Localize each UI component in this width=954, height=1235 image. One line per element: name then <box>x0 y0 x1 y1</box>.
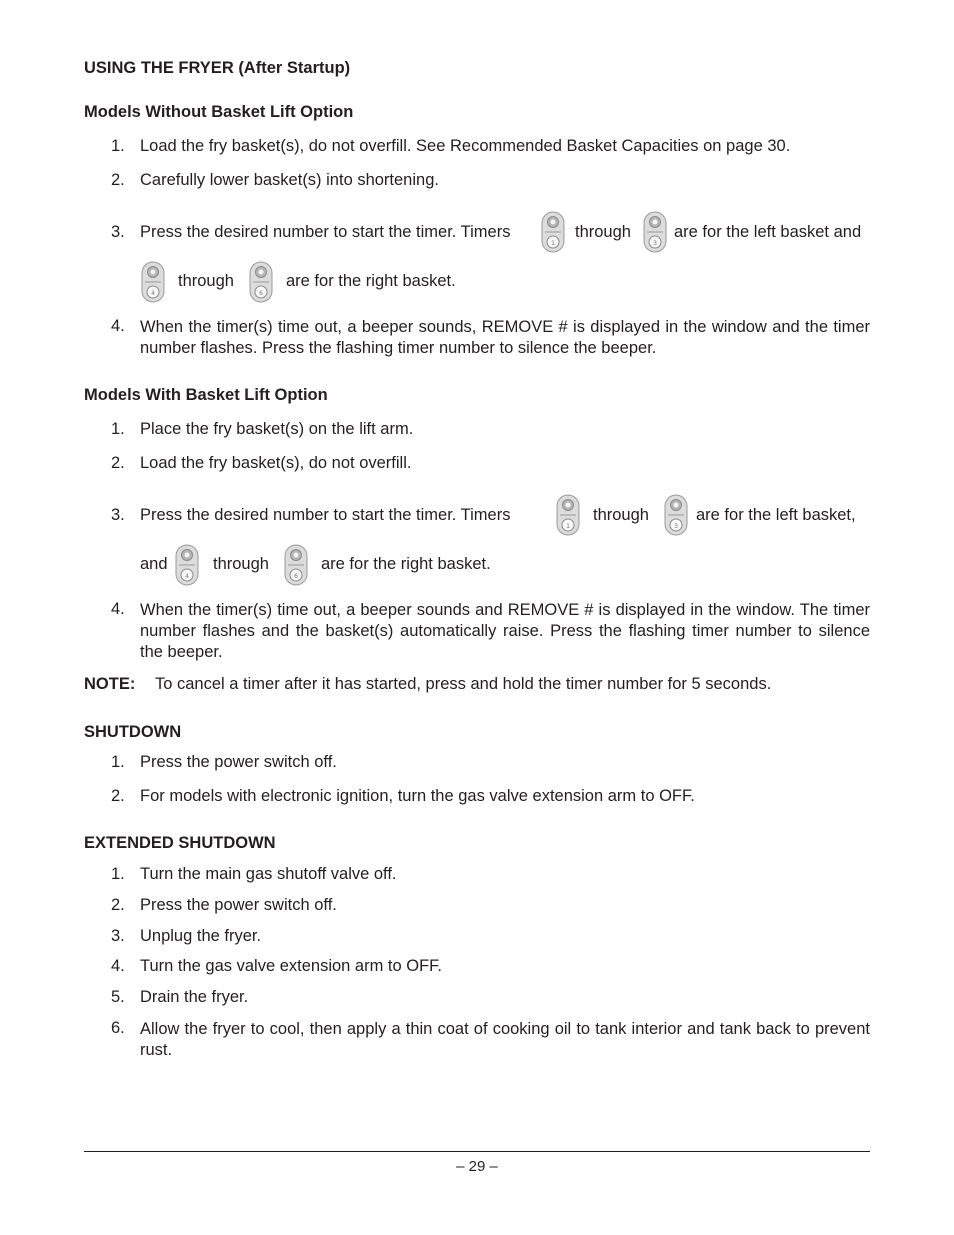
list-number: 4. <box>111 957 125 975</box>
svg-text:4: 4 <box>151 290 155 297</box>
list-number: 2. <box>111 787 125 805</box>
step-text: Turn the gas valve extension arm to OFF. <box>140 957 443 975</box>
step-text: Drain the fryer. <box>140 988 249 1006</box>
step-text: When the timer(s) time out, a beeper sounds, REMOVE # is displayed in the window and the timer number flashes. Press the flashing timer number to silence the beeper. <box>140 318 870 357</box>
svg-text:6: 6 <box>294 573 298 580</box>
svg-text:6: 6 <box>259 290 263 297</box>
timer-button-icon <box>664 494 688 536</box>
section-heading-shutdown: SHUTDOWN <box>84 723 182 741</box>
step-text: through <box>213 555 269 573</box>
step-text: Carefully lower basket(s) into shortening. <box>140 171 439 189</box>
list-number: 3. <box>111 506 125 524</box>
list-number: 3. <box>111 223 125 241</box>
note-text: To cancel a timer after it has started, press and hold the timer number for 5 seconds. <box>155 675 772 693</box>
timer-button-icon <box>284 544 308 586</box>
page-number: – 29 – <box>456 1158 498 1175</box>
list-number: 6. <box>111 1019 125 1037</box>
list-number: 1. <box>111 865 125 883</box>
page-heading: USING THE FRYER (After Startup) <box>84 59 351 77</box>
timer-button-icon <box>643 211 667 253</box>
step-text: Press the desired number to start the timer. Timers <box>140 223 511 241</box>
list-number: 5. <box>111 988 125 1006</box>
section-heading-extended-shutdown: EXTENDED SHUTDOWN <box>84 834 276 852</box>
step-text: are for the left basket, <box>696 506 856 524</box>
step-text: Press the power switch off. <box>140 896 337 914</box>
step-text: through <box>593 506 649 524</box>
step-text: are for the right basket. <box>321 555 491 573</box>
list-number: 4. <box>111 317 125 335</box>
list-number: 2. <box>111 171 125 189</box>
timer-button-icon <box>249 261 273 303</box>
svg-text:1: 1 <box>551 240 555 247</box>
note-label: NOTE: <box>84 675 136 693</box>
list-number: 2. <box>111 896 125 914</box>
timer-button-icon <box>175 544 199 586</box>
svg-text:3: 3 <box>653 240 657 247</box>
list-number: 4. <box>111 600 125 618</box>
svg-text:4: 4 <box>185 573 189 580</box>
step-text: Load the fry basket(s), do not overfill. See Recommended Basket Capacities on page 30. <box>140 137 791 155</box>
footer-rule <box>84 1151 870 1152</box>
section-heading-with-lift: Models With Basket Lift Option <box>84 386 328 404</box>
section-heading-without-lift: Models Without Basket Lift Option <box>84 103 354 121</box>
list-number: 2. <box>111 454 125 472</box>
step-text: Load the fry basket(s), do not overfill. <box>140 454 412 472</box>
step-text: Unplug the fryer. <box>140 927 262 945</box>
svg-text:3: 3 <box>674 523 678 530</box>
step-text: When the timer(s) time out, a beeper sounds and REMOVE # is displayed in the window. The timer number flashes and the basket(s) automatically raise. Press the flashing timer number to silence the beeper. <box>140 601 870 661</box>
step-text: Turn the main gas shutoff valve off. <box>140 865 397 883</box>
step-text: For models with electronic ignition, turn the gas valve extension arm to OFF. <box>140 787 695 805</box>
step-text: through <box>575 223 631 241</box>
list-number: 3. <box>111 927 125 945</box>
timer-button-icon <box>556 494 580 536</box>
step-text: through <box>178 272 234 290</box>
step-text: Allow the fryer to cool, then apply a thin coat of cooking oil to tank interior and tank back to prevent rust. <box>140 1020 870 1059</box>
timer-button-icon <box>141 261 165 303</box>
list-number: 1. <box>111 420 125 438</box>
step-text: Press the desired number to start the timer. Timers <box>140 506 511 524</box>
step-text: and <box>140 555 168 573</box>
step-text: Press the power switch off. <box>140 753 337 771</box>
step-text: Place the fry basket(s) on the lift arm. <box>140 420 414 438</box>
timer-button-icon <box>541 211 565 253</box>
list-number: 1. <box>111 753 125 771</box>
svg-text:1: 1 <box>566 523 570 530</box>
step-text: are for the right basket. <box>286 272 456 290</box>
step-text: are for the left basket and <box>674 223 862 241</box>
list-number: 1. <box>111 137 125 155</box>
